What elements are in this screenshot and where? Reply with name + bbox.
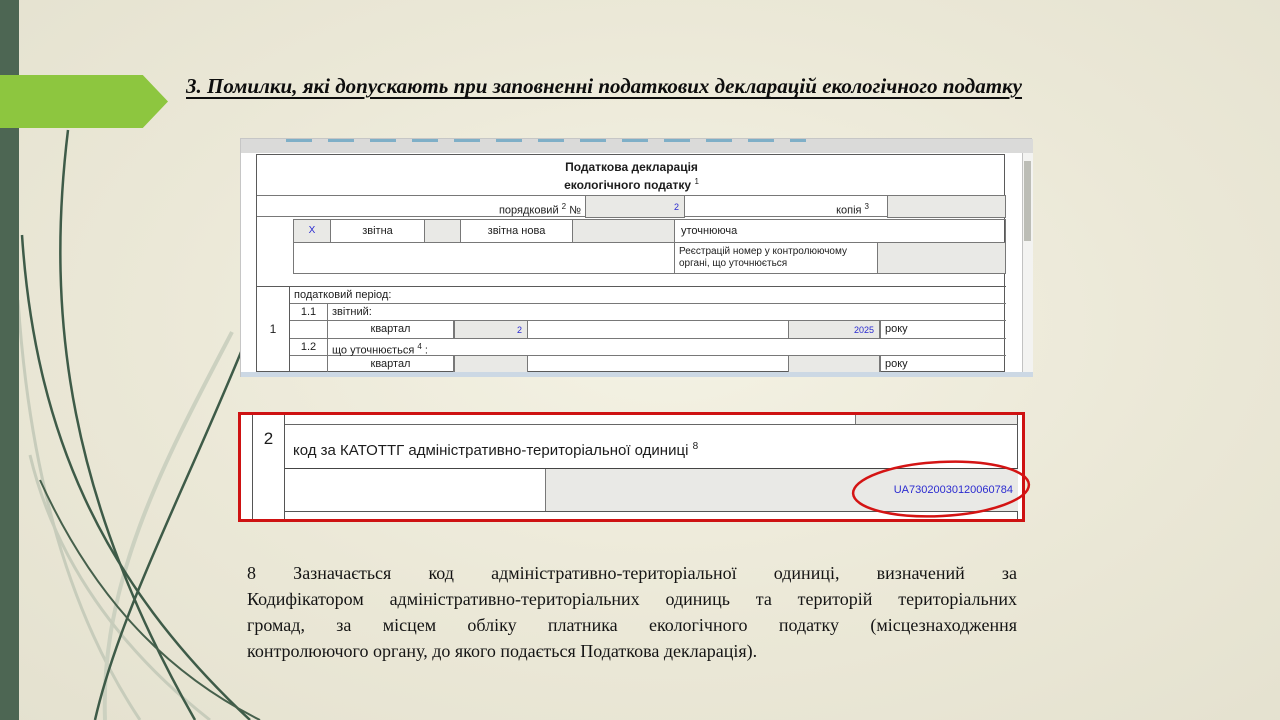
page-title: 3. Помилки, які допускають при заповненні податкових декларацій екологічного податку <box>186 74 1023 98</box>
report-new-checkbox-cell <box>424 219 461 243</box>
footnote-ref-3: 3 <box>864 202 869 211</box>
sub2-label-cell: що уточнюється $^4$ : <box>332 342 428 357</box>
quarter-indent-cell <box>290 321 328 338</box>
year-value-cell: 2025 <box>788 320 880 339</box>
registration-value-cell <box>877 242 1006 274</box>
footnote-line-4: контролюючого органу, до якого подається Податкова декларація). <box>247 641 758 661</box>
tax-period-section <box>257 286 1006 373</box>
tax-period-label-row: податковий період: <box>290 287 1006 304</box>
katottg-label-row: код за КАТОТТГ адміністративно-територіальної одиниці $^8$ <box>285 425 1018 469</box>
report-checkbox-cell: X <box>293 219 331 243</box>
footnote-ref-8: 8 <box>692 441 699 452</box>
clarifying-label-cell: уточнююча <box>674 219 1006 243</box>
registration-number-row <box>257 242 1006 274</box>
quarter2-label-cell: квартал <box>328 356 454 373</box>
copy-cell <box>887 195 1006 218</box>
serial-number-cell: 2 <box>585 195 685 218</box>
quarter-row-clarified <box>290 356 1006 373</box>
sub2-number-cell: 1.2 <box>290 339 328 355</box>
report-type-row <box>257 219 1006 243</box>
registration-empty-cell <box>293 242 675 274</box>
year2-word-cell: року <box>880 356 1006 373</box>
top-sliver-row <box>285 415 1018 425</box>
katottg-code-cell: UA73020030120060784 <box>545 469 1018 511</box>
clarifying-checkbox-cell <box>572 219 675 243</box>
footnote-ref-4: 4 <box>417 342 422 351</box>
footnote-ref-2: 2 <box>561 202 567 211</box>
green-arrow-shape <box>0 75 168 128</box>
toolbar-dashes-decoration <box>286 139 806 142</box>
clarified-period-row <box>290 339 1006 356</box>
footnote-line-2: Кодифікатором адміністративно-територіальних одиниць та територій територіальних <box>247 589 1017 609</box>
copy-label: копія $^3$ <box>836 202 869 217</box>
year-word-cell: року <box>880 321 1006 338</box>
serial-number-label: порядковий $^2$ № <box>498 202 581 217</box>
quarter-value-cell: 2 <box>454 320 528 339</box>
footnote-line-1: 8 Зазначається код адміністративно-територіальної одиниці, визначений за <box>247 563 1017 583</box>
report-label-cell: звітна <box>330 219 425 243</box>
report-new-label-cell: звітна нова <box>460 219 573 243</box>
quarter2-indent-cell <box>290 356 328 373</box>
form-title-line2: екологічного податку $^1$ <box>564 177 699 192</box>
form-screenshot <box>240 138 1032 377</box>
top-sliver-gray-cell <box>855 415 1017 424</box>
registration-label-cell: Реєстрацій номер у контролюючому органі, що уточнюється <box>674 242 878 274</box>
red-circle-annotation <box>831 455 1031 523</box>
sub1-label-cell: звітний: <box>332 306 372 318</box>
screenshot-toolbar-strip <box>241 139 1033 153</box>
serial-copy-row <box>257 195 1006 217</box>
footnote-line-3: громад, за місцем обліку платника екологічного податку (місцезнаходження <box>247 615 1017 635</box>
screenshot-bottom-strip <box>241 372 1033 377</box>
sub1-number-cell: 1.1 <box>290 304 328 320</box>
row2-number-cell: 2 <box>252 415 285 519</box>
reporting-period-row <box>290 304 1006 321</box>
quarter-row-reporting <box>290 321 1006 339</box>
section1-row-number: 1 <box>257 287 290 372</box>
quarter-label-cell: квартал <box>328 321 454 338</box>
footnote-text <box>247 560 1017 664</box>
highlighted-form-region <box>238 412 1025 522</box>
footnote-ref-1: 1 <box>694 177 699 186</box>
declaration-form <box>256 154 1005 372</box>
katottg-empty-cell <box>285 469 545 511</box>
screenshot-scrollbar-thumb[interactable] <box>1024 161 1031 241</box>
form-title-line1: Податкова декларація <box>565 160 698 174</box>
